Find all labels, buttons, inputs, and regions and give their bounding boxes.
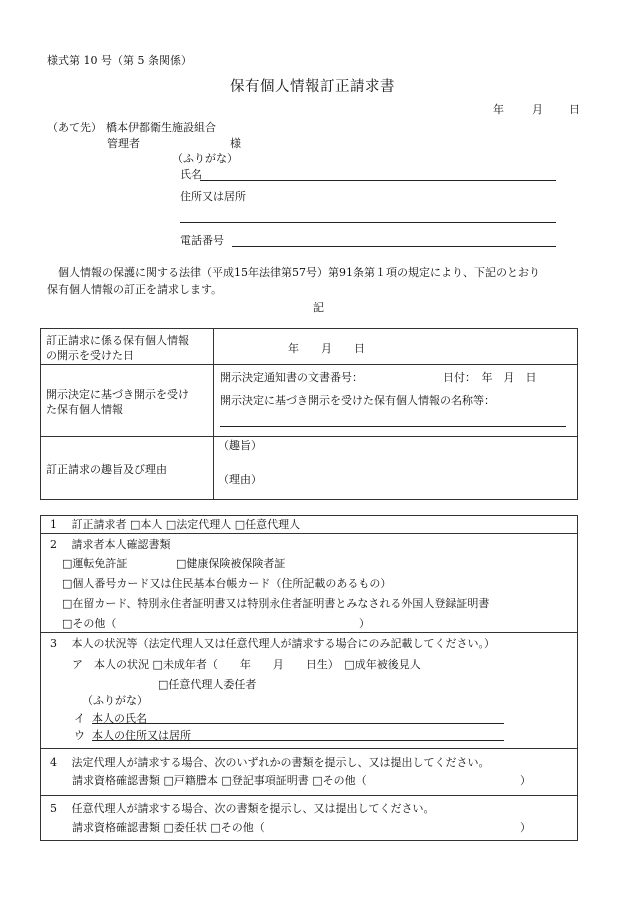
- requester-name-label: 氏名: [180, 168, 202, 181]
- voluntary-agent-other-close: ）: [520, 821, 531, 834]
- principal-address-marker: ウ: [74, 729, 85, 742]
- requester-phone-label: 電話番号: [180, 234, 224, 247]
- legal-agent-title: 4 法定代理人が請求する場合、次のいずれかの書類を提示し、又は提出してください。: [50, 756, 490, 769]
- id-documents-title: 2 請求者本人確認書類: [50, 538, 171, 551]
- principal-address-label: 本人の住所又は居所: [92, 729, 191, 742]
- table1-row-divider-1: [40, 364, 578, 365]
- requester-name-field[interactable]: [200, 180, 556, 181]
- requester-phone-field[interactable]: [232, 246, 556, 247]
- purpose-label[interactable]: （趣旨）: [218, 439, 262, 452]
- principal-status-voluntary[interactable]: □任意代理人委任者: [158, 678, 257, 691]
- disclosed-info-label-2: た保有個人情報: [46, 403, 123, 416]
- ki-heading: 記: [313, 301, 324, 314]
- addressee-org: 橋本伊都衛生施設組合: [106, 121, 216, 134]
- date-month: 月: [532, 103, 543, 116]
- voluntary-agent-documents[interactable]: 請求資格確認書類 □委任状 □その他（: [72, 821, 265, 834]
- notice-document-number[interactable]: 開示決定通知書の文書番号：: [220, 371, 363, 384]
- requester-address-field[interactable]: [180, 222, 556, 223]
- table2-row-divider-1: [40, 533, 578, 534]
- body-line-2: 保有個人情報の訂正を請求します。: [47, 283, 223, 296]
- id-option-residence-card[interactable]: □在留カード、特別永住者証明書又は特別永住者証明書とみなされる外国人登録証明書: [62, 597, 490, 610]
- principal-name-field[interactable]: [92, 723, 504, 724]
- requester-type-options[interactable]: 1 訂正請求者 □本人 □法定代理人 □任意代理人: [50, 518, 301, 531]
- table2-row-divider-4: [40, 795, 578, 796]
- table1-column-divider: [213, 328, 214, 500]
- disclosure-date-label-2: の開示を受けた日: [46, 349, 134, 362]
- requester-furigana-label: （ふりがな）: [172, 152, 238, 165]
- principal-furigana-label: （ふりがな）: [82, 694, 148, 707]
- notice-date[interactable]: 日付： 年 月 日: [443, 371, 537, 384]
- page-title: 保有個人情報訂正請求書: [230, 79, 395, 95]
- principal-status-title: 3 本人の状況等（法定代理人又は任意代理人が請求する場合にのみ記載してください。）: [50, 637, 495, 650]
- voluntary-agent-title: 5 任意代理人が請求する場合、次の書類を提示し、又は提出してください。: [50, 802, 435, 815]
- table2-row-divider-3: [40, 748, 578, 749]
- id-option-other[interactable]: □その他（: [62, 617, 117, 630]
- addressee-manager: 管理者: [107, 137, 140, 150]
- legal-agent-other-close: ）: [520, 774, 531, 787]
- disclosure-date-value[interactable]: 年 月 日: [288, 342, 365, 355]
- id-option-other-close: ）: [359, 617, 370, 630]
- form-number: 様式第 10 号（第 5 条関係）: [47, 54, 192, 67]
- table1-row-divider-2: [40, 436, 578, 437]
- addressee-prefix: （あて先）: [47, 121, 102, 134]
- body-line-1: 個人情報の保護に関する法律（平成15年法律第57号）第91条第１項の規定により、下記のとおり: [58, 266, 540, 279]
- reason-label[interactable]: （理由）: [218, 473, 262, 486]
- id-option-drivers-license[interactable]: □運転免許証: [62, 557, 128, 570]
- table2-row-divider-2: [40, 632, 578, 633]
- principal-name-marker: イ: [74, 712, 85, 725]
- id-option-health-insurance[interactable]: □健康保険被保険者証: [176, 557, 286, 570]
- legal-agent-documents[interactable]: 請求資格確認書類 □戸籍謄本 □登記事項証明書 □その他（: [72, 774, 367, 787]
- disclosed-info-name[interactable]: 開示決定に基づき開示を受けた保有個人情報の名称等：: [220, 394, 495, 407]
- requester-address-label: 住所又は居所: [180, 190, 246, 203]
- id-option-mynumber-card[interactable]: □個人番号カード又は住民基本台帳カード（住所記載のあるもの）: [62, 577, 392, 590]
- disclosure-date-label-1: 訂正請求に係る保有個人情報: [46, 334, 189, 347]
- date-day: 日: [569, 103, 580, 116]
- disclosed-info-name-field[interactable]: [220, 426, 566, 427]
- date-year: 年: [493, 103, 504, 116]
- addressee-sama: 様: [230, 137, 241, 150]
- purpose-reason-label: 訂正請求の趣旨及び理由: [46, 463, 167, 476]
- principal-status-options[interactable]: ア 本人の状況 □未成年者（ 年 月 日生） □成年被後見人: [72, 658, 421, 671]
- disclosed-info-label-1: 開示決定に基づき開示を受け: [46, 388, 189, 401]
- principal-name-label: 本人の氏名: [92, 712, 147, 725]
- principal-address-field[interactable]: [92, 740, 504, 741]
